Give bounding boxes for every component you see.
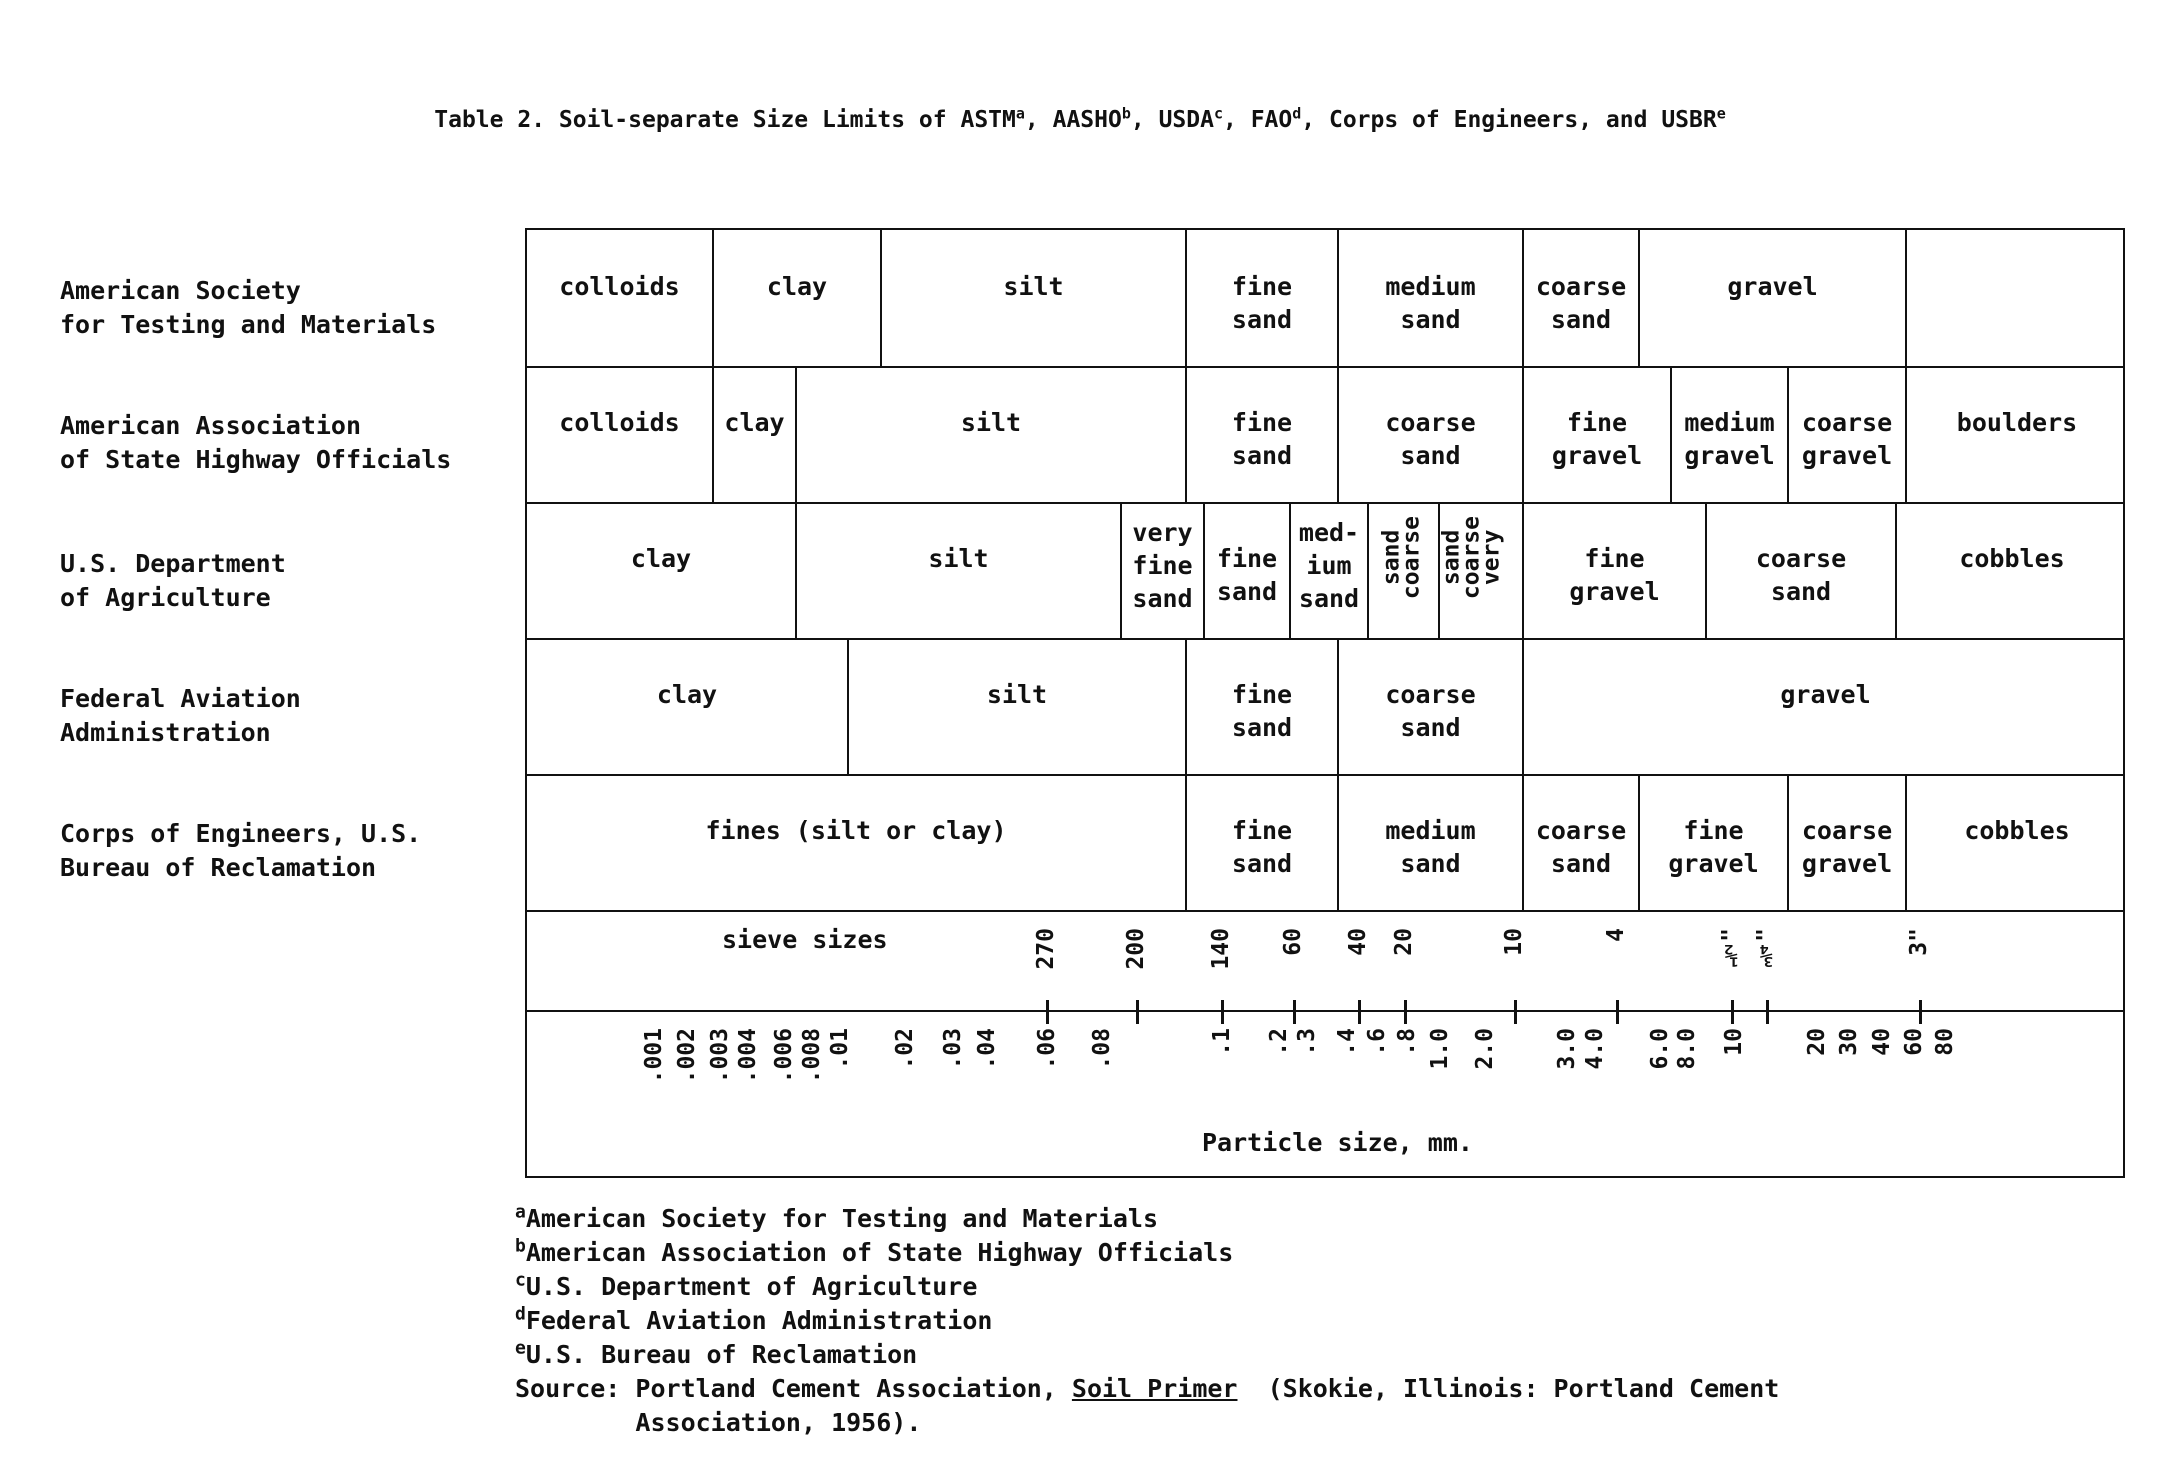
soil-class-label: cobbles [1964,816,2070,845]
grid-cell [1524,638,2127,774]
soil-class-label: fine gravel [1668,816,1759,878]
particle-size-label: .1 [1209,1028,1235,1056]
row-label-2: American Association of State Highway Officials [60,411,452,474]
scale-tick [1358,1000,1361,1024]
grid-cell [797,502,1122,638]
soil-class-label: fine sand [1231,272,1293,334]
row-divider [527,1010,2123,1012]
grid-cell [1524,774,1640,910]
particle-size-label: .003 [707,1028,733,1084]
grid-cell [1672,366,1789,502]
axis-caption: Particle size, mm. [1202,1128,1473,1157]
soil-class-label: coarse sand [1385,408,1476,470]
footnote-mark: b [515,1235,526,1257]
title-prefix: Table 2. Soil-separate Size Limits of [434,107,961,133]
particle-size-label: .8 [1394,1028,1420,1056]
soil-class-label: silt [928,544,989,573]
grid-cell [1707,502,1897,638]
sieve-size-label: 10 [1501,928,1527,956]
title-footnote-mark: b [1121,104,1131,123]
footnote-text: U.S. Department of Agriculture [525,1272,978,1301]
soil-class-label: cobbles [1959,544,2065,573]
row-label-4: Federal Aviation Administration [60,684,301,747]
title-org-abbrev: USBR [1661,107,1717,133]
title-footnote-mark: c [1213,104,1223,123]
sieve-size-label: 270 [1033,928,1059,970]
footnote-mark: a [515,1201,526,1223]
grid-cell [1187,638,1339,774]
particle-size-label: .004 [735,1028,761,1084]
sieve-size-label: 200 [1123,928,1149,970]
grid-cell [1640,774,1789,910]
scale-tick [1919,1000,1922,1024]
particle-size-label: .006 [771,1028,797,1084]
source-suffix: (Skokie, Illinois: Portland Cement [1237,1374,1780,1403]
grid-cell [527,774,1187,910]
grid-cell [1205,502,1291,638]
soil-class-label: coarse gravel [1801,408,1893,470]
soil-class-label: colloids [559,272,680,301]
particle-size-label: 3.0 [1554,1028,1580,1070]
footnote [515,1338,1779,1372]
soil-class-label: very fine sand [1132,518,1193,613]
soil-class-label: boulders [1956,408,2078,437]
title-org-abbrev: USDA [1158,107,1214,133]
soil-class-label: clay [766,272,828,301]
footnote-mark: e [515,1337,526,1359]
particle-size-label: 4.0 [1582,1028,1608,1070]
table-title [0,104,2160,133]
sieve-size-label: ¾" [1753,928,1779,968]
soil-class-label: very coarse sand [1438,516,1505,600]
scale-tick [1293,1000,1296,1024]
title-separator: , [1024,107,1053,133]
particle-size-label: .002 [674,1028,700,1084]
title-org-abbrev: AASHO [1052,107,1122,133]
footnote [515,1270,1779,1304]
soil-class-label: coarse sand [1535,816,1627,878]
grid-cell [714,230,882,366]
grid-cell [849,638,1187,774]
soil-class-label: medium sand [1385,272,1476,334]
soil-class-label: fine sand [1216,544,1278,606]
particle-size-label: .008 [799,1028,825,1084]
title-footnote-mark: e [1716,104,1726,123]
soil-class-label: silt [960,408,1022,437]
particle-size-label: 6.0 [1647,1028,1673,1070]
grid-cell [1339,366,1524,502]
sieve-size-label: 40 [1345,928,1371,956]
soil-class-label: fine gravel [1569,544,1660,606]
footnote-text: Federal Aviation Administration [525,1306,993,1335]
particle-size-label: 1.0 [1427,1028,1453,1070]
particle-size-label: .2 [1266,1028,1292,1056]
grid-cell [1291,502,1369,638]
grid-cell [882,230,1187,366]
grid-cell [527,502,797,638]
grid-cell [1369,502,1440,638]
row-divider [527,910,2123,912]
soil-class-label: coarse sand [1755,544,1847,606]
grid-cell [714,366,797,502]
footnote-mark: d [515,1303,526,1325]
soil-class-label: coarse sand [1385,680,1476,742]
particle-size-label: .02 [892,1028,918,1070]
soil-class-label: coarse sand [1377,516,1424,600]
row-label-5: Corps of Engineers, U.S. Bureau of Reclamation [60,819,422,882]
scale-tick [1766,1000,1769,1024]
scale-tick [1514,1000,1517,1024]
soil-class-label: fine sand [1231,816,1293,878]
grid-cell [1640,230,1907,366]
scale-tick [1731,1000,1734,1024]
sieve-size-label: 60 [1280,928,1306,956]
soil-class-label: medium sand [1385,816,1476,878]
grid-cell [1339,230,1524,366]
soil-class-label: clay [630,544,692,573]
grid-cell [1524,502,1707,638]
sieve-size-label: ½" [1718,928,1744,968]
sieve-size-label: 20 [1391,928,1417,956]
particle-size-label: .08 [1089,1028,1115,1070]
scale-tick [1616,1000,1619,1024]
title-org-abbrev: ASTM [960,107,1016,133]
grid-cell [1187,230,1339,366]
grid-cell [1789,774,1907,910]
footnote [515,1236,1779,1270]
scale-tick [1046,1000,1049,1024]
title-separator: , [1223,107,1251,133]
particle-size-label: .06 [1034,1028,1060,1070]
soil-class-label: fine sand [1231,408,1293,470]
sieve-size-label: 3" [1906,928,1932,956]
soil-class-label: gravel [1780,680,1871,709]
grid-cell [1789,366,1907,502]
particle-size-label: .001 [641,1028,667,1084]
particle-size-label: .6 [1364,1028,1390,1056]
particle-size-label: 40 [1869,1028,1895,1056]
grid-cell [1339,638,1524,774]
grid-cell [1187,774,1339,910]
footnote-text: U.S. Bureau of Reclamation [525,1340,918,1369]
particle-size-label: .3 [1294,1028,1320,1056]
grid-cell [527,638,849,774]
grid-cell [1897,502,2127,638]
grid-cell [1187,366,1339,502]
soil-class-label: clay [656,680,718,709]
grid-cell [1907,366,2127,502]
soil-class-label: medium gravel [1684,408,1775,470]
particle-size-label: .03 [940,1028,966,1070]
particle-size-label: 80 [1932,1028,1958,1056]
soil-class-label: clay [724,408,785,437]
source-book-title: Soil Primer [1071,1374,1238,1403]
soil-class-label: med- ium sand [1298,518,1360,613]
soil-class-label: colloids [559,408,680,437]
soil-class-label: fines (silt or clay) [705,816,1007,845]
scale-tick [1404,1000,1407,1024]
particle-size-label: 10 [1721,1028,1747,1056]
grid-cell [797,366,1187,502]
source-citation [515,1372,1779,1406]
particle-size-label: .04 [974,1028,1000,1070]
soil-class-label: coarse sand [1535,272,1627,334]
footnote [515,1304,1779,1338]
particle-size-label: 8.0 [1674,1028,1700,1070]
soil-class-label: gravel [1727,272,1818,301]
grid-cell [1524,366,1672,502]
title-separator: , Corps of Engineers, and [1301,107,1662,133]
soil-class-label: fine sand [1231,680,1293,742]
size-limit-grid [525,228,2125,1178]
grid-cell [1339,774,1524,910]
particle-size-label: 2.0 [1472,1028,1498,1070]
title-separator: , [1130,107,1159,133]
soil-class-label: fine gravel [1551,408,1643,470]
row-label-1: American Society for Testing and Materials [60,276,437,339]
grid-cell [527,366,714,502]
sieve-size-label: 140 [1208,928,1234,970]
sieve-size-label: 4 [1603,928,1629,942]
source-prefix: Source: Portland Cement Association, [515,1374,1072,1403]
footnote [515,1202,1779,1236]
particle-size-label: 30 [1836,1028,1862,1056]
row-label-3: U.S. Department of Agriculture [60,549,286,612]
footnote-text: American Association of State Highway Officials [525,1238,1234,1267]
particle-size-label: .4 [1334,1028,1360,1056]
sieve-caption: sieve sizes [722,925,888,954]
title-org-abbrev: FAO [1250,107,1293,133]
scale-tick [1221,1000,1224,1024]
particle-size-label: 60 [1901,1028,1927,1056]
footnote-text: American Society for Testing and Materials [525,1204,1158,1233]
footnote-mark: c [515,1269,526,1291]
title-footnote-mark: a [1015,104,1025,123]
footnotes [515,1202,1779,1440]
grid-cell [1524,230,1640,366]
soil-class-label: coarse gravel [1801,816,1893,878]
grid-cell [1440,502,1524,638]
title-footnote-mark: d [1292,104,1302,123]
scale-tick [1136,1000,1139,1024]
grid-cell [1907,230,2127,366]
particle-size-label: 20 [1804,1028,1830,1056]
source-citation-line2: Association, 1956). [515,1408,922,1437]
grid-cell [1907,774,2127,910]
grid-cell [527,230,714,366]
soil-class-label: silt [986,680,1048,709]
grid-cell [1122,502,1205,638]
particle-size-label: .01 [827,1028,853,1070]
soil-class-label: silt [1003,272,1064,301]
